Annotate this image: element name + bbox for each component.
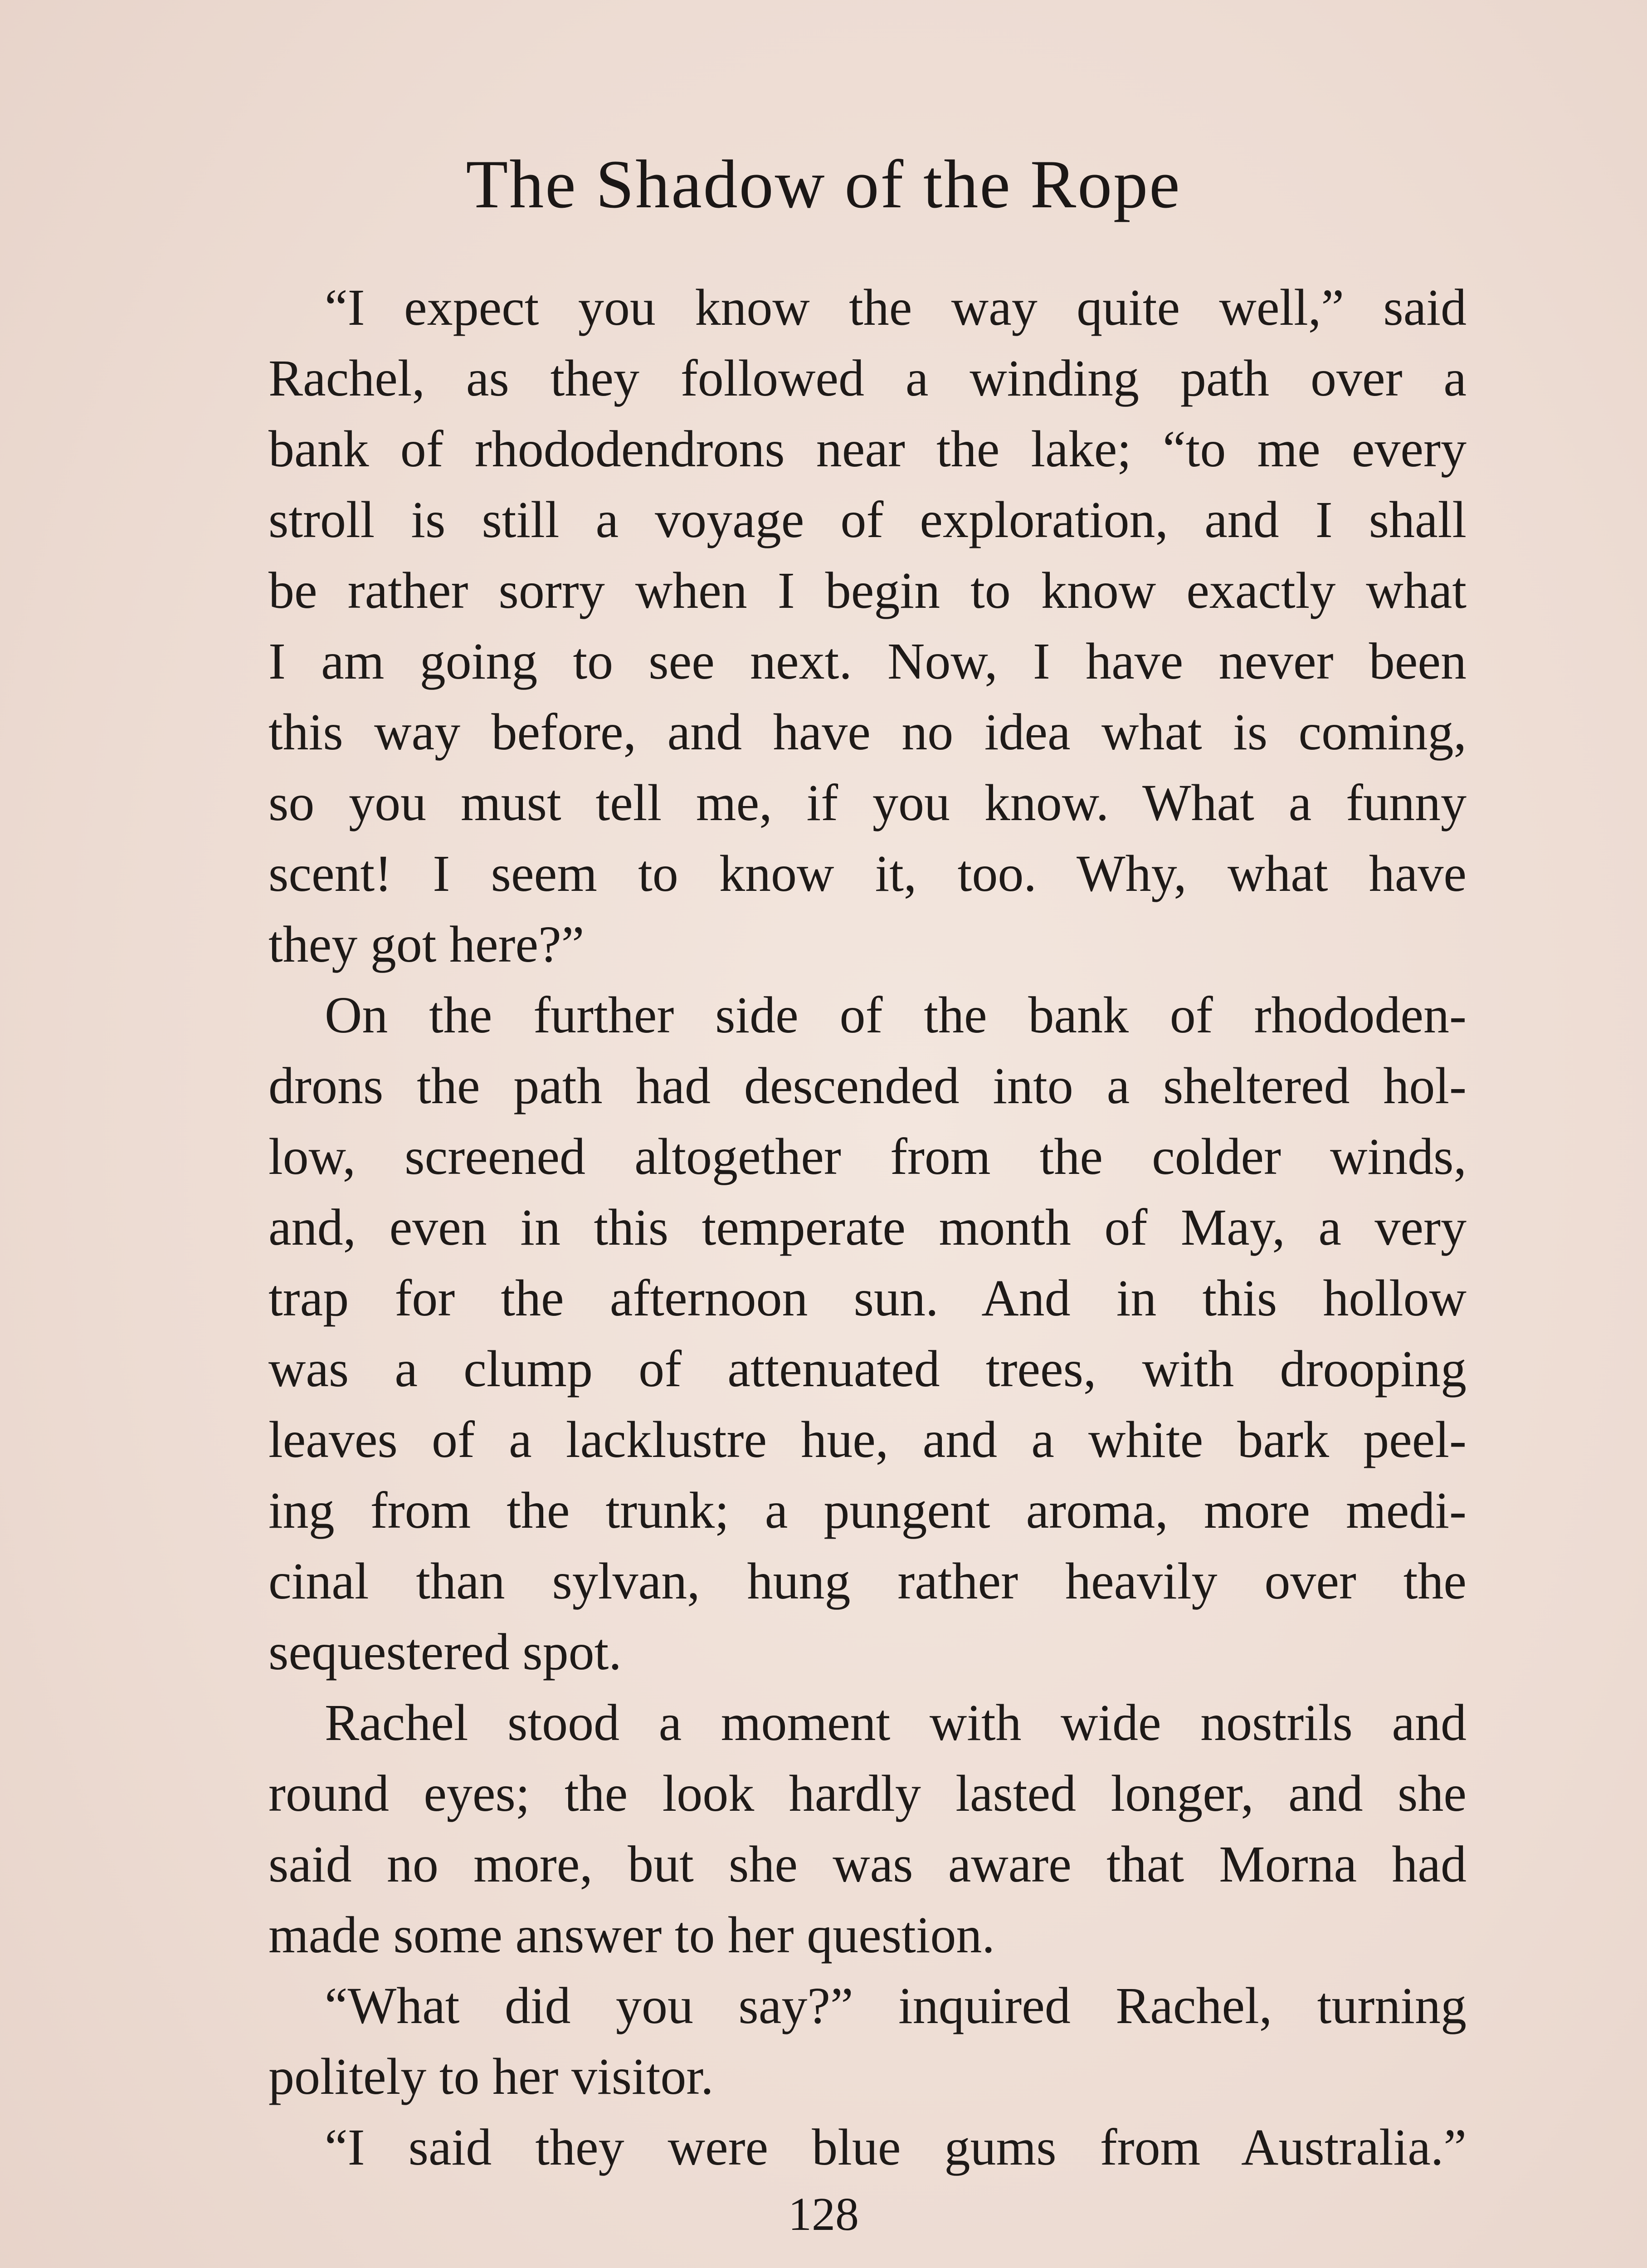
text-line: stroll is still a voyage of exploration, and I shall <box>268 491 1467 548</box>
text-line: Rachel, as they followed a winding path over a <box>268 349 1467 407</box>
text-line: leaves of a lacklustre hue, and a white bark peel- <box>268 1411 1467 1468</box>
text-line: bank of rhododendrons near the lake; “to me every <box>268 420 1467 478</box>
text-line: made some answer to her question. <box>268 1906 995 1964</box>
text-line: said no more, but she was aware that Morna had <box>268 1835 1467 1893</box>
text-line: so you must tell me, if you know. What a funny <box>268 774 1467 831</box>
page-number: 128 <box>788 2188 859 2240</box>
text-line: ing from the trunk; a pungent aroma, more medi- <box>268 1481 1467 1539</box>
running-head: The Shadow of the Rope <box>466 146 1181 222</box>
text-line: they got here?” <box>268 915 585 973</box>
body-text <box>268 272 1467 2183</box>
text-line: I am going to see next. Now, I have never been <box>268 632 1467 690</box>
text-line: “I said they were blue gums from Australia.” <box>325 2118 1467 2176</box>
text-line: cinal than sylvan, hung rather heavily over the <box>268 1552 1467 1610</box>
text-line: be rather sorry when I begin to know exactly what <box>268 562 1467 619</box>
text-line: trap for the afternoon sun. And in this hollow <box>268 1269 1467 1327</box>
text-line: was a clump of attenuated trees, with drooping <box>268 1340 1467 1398</box>
text-line: “I expect you know the way quite well,” said <box>325 279 1467 336</box>
text-line: and, even in this temperate month of May, a very <box>268 1198 1467 1256</box>
text-line: round eyes; the look hardly lasted longer, and she <box>268 1765 1467 1822</box>
text-line: drons the path had descended into a sheltered hol- <box>268 1057 1467 1114</box>
text-line: this way before, and have no idea what is coming, <box>268 703 1467 761</box>
text-line: sequestered spot. <box>268 1623 622 1681</box>
text-line: On the further side of the bank of rhododen- <box>325 986 1467 1044</box>
text-line: low, screened altogether from the colder winds, <box>268 1128 1467 1185</box>
text-line: scent! I seem to know it, too. Why, what have <box>268 845 1467 902</box>
text-line: Rachel stood a moment with wide nostrils and <box>325 1694 1467 1751</box>
text-line: politely to her visitor. <box>268 2048 714 2105</box>
text-line: “What did you say?” inquired Rachel, turning <box>325 1977 1467 2034</box>
